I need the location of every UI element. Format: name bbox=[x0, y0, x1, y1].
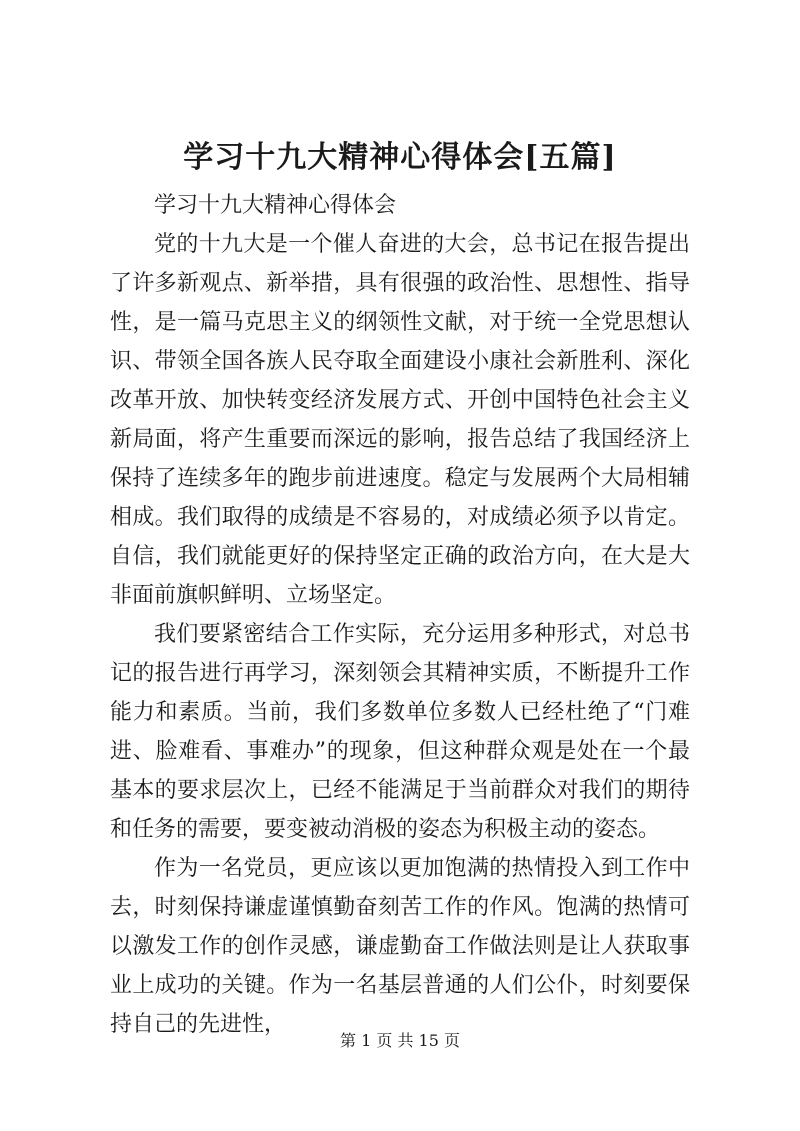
document-title: 学习十九大精神心得体会[五篇] bbox=[183, 140, 617, 175]
paragraph: 作为一名党员，更应该以更加饱满的热情投入到工作中去，时刻保持谦虚谨慎勤奋刻苦工作的作风。饱满的热情可以激发工作的创作灵感，谦虚勤奋工作做法则是让人获取事业上成功的关键。作为一名基层普通的人们公仆，时刻要保持自己的先进性， bbox=[110, 856, 690, 1037]
paragraph: 我们要紧密结合工作实际，充分运用多种形式，对总书记的报告进行再学习，深刻领会其精神实质，不断提升工作能力和素质。当前，我们多数单位多数人已经杜绝了“门难进、脸难看、事难办”的现象，但这种群众观是处在一个最基本的要求层次上，已经不能满足于当前群众对我们的期待和任务的需要，要变被动消极的姿态为积极主动的姿态。 bbox=[110, 622, 690, 842]
paragraph: 党的十九大是一个催人奋进的大会，总书记在报告提出了许多新观点、新举措，具有很强的政治性、思想性、指导性，是一篇马克思主义的纲领性文献，对于统一全党思想认识、带领全国各族人民夺取全面建设小康社会新胜利、深化改革开放、加快转变经济发展方式、开创中国特色社会主义新局面，将产生重要而深远的影响，报告总结了我国经济上保持了连续多年的跑步前进速度。稳定与发展两个大局相辅相成。我们取得的成绩是不容易的，对成绩必须予以肯定。自信，我们就能更好的保持坚定正确的政治方向，在大是大非面前旗帜鲜明、立场坚定。 bbox=[110, 232, 690, 608]
paragraph-subtitle: 学习十九大精神心得体会 bbox=[154, 193, 397, 218]
document-body bbox=[110, 186, 690, 1044]
page-number-footer: 第 1 页 共 15 页 bbox=[340, 1031, 460, 1050]
